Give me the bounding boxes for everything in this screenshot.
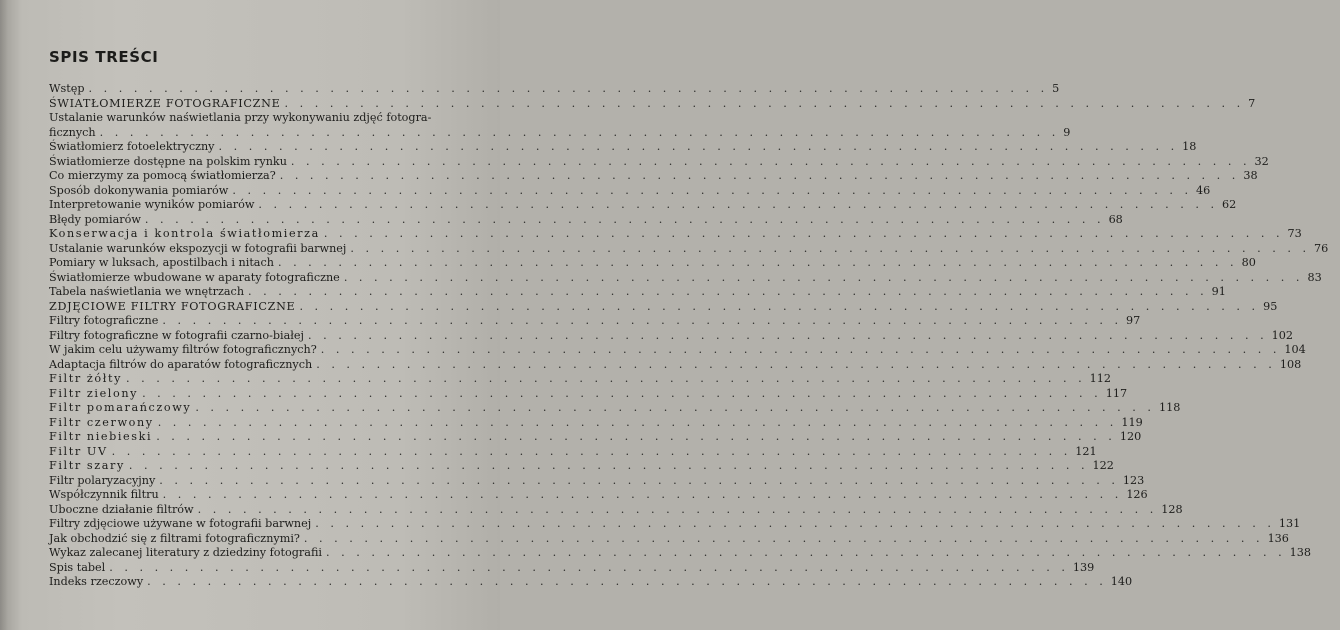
toc-entry <box>49 256 1256 271</box>
dot-leader <box>315 517 1275 532</box>
dot-leader <box>126 372 1086 387</box>
toc-entry-page: 18 <box>1182 140 1197 153</box>
toc-entry <box>49 575 1133 590</box>
toc-entry-text: Filtr pomarańczowy <box>49 401 192 414</box>
toc-entry-text: Światłomierz fotoelektryczny <box>49 140 215 153</box>
toc-entry-page: 97 <box>1126 314 1141 327</box>
toc-entry <box>49 270 1322 286</box>
dot-leader <box>156 430 1116 445</box>
dot-leader <box>321 343 1281 358</box>
toc-entry-text: Interpretowanie wyników pomiarów <box>49 198 255 211</box>
toc-entry-page: 73 <box>1287 227 1302 240</box>
toc-entry-text: Sposób dokonywania pomiarów <box>49 183 229 197</box>
toc-entry-text: Ustalanie warunków naświetlania przy wykonywaniu zdjęć fotogra- <box>49 111 432 124</box>
toc-entry <box>49 82 1060 97</box>
toc-entry-page: 9 <box>1063 125 1071 139</box>
toc-entry-text: ŚWIATŁOMIERZE FOTOGRAFICZNE <box>49 96 281 110</box>
dot-leader <box>350 242 1310 257</box>
toc-entry <box>49 459 1114 474</box>
toc-entry-page: 120 <box>1119 430 1142 443</box>
dot-leader <box>142 387 1102 402</box>
dot-leader <box>195 401 1155 416</box>
dot-leader <box>285 97 1245 112</box>
dot-leader <box>326 546 1286 561</box>
toc-entry-page: 121 <box>1075 444 1097 458</box>
toc-entry-page: 80 <box>1241 256 1256 269</box>
toc-entry-text: Jak obchodzić się z filtrami fotograficznymi? <box>49 531 300 545</box>
toc-entry-page: 68 <box>1108 212 1123 226</box>
dot-leader <box>219 140 1179 155</box>
toc-entry-page: 112 <box>1089 372 1111 385</box>
toc-entry-page: 46 <box>1196 183 1211 197</box>
toc-entry-page: 140 <box>1110 575 1133 588</box>
toc-entry-text: Filtr UV <box>49 444 108 458</box>
toc-entry <box>49 415 1143 431</box>
toc-entry <box>49 401 1181 416</box>
toc-entry-page: 131 <box>1278 517 1301 530</box>
toc-entry-text: Indeks rzeczowy <box>49 575 144 588</box>
toc-entry-page: 91 <box>1211 285 1226 298</box>
toc-entry <box>49 430 1142 445</box>
toc-entry <box>49 372 1111 387</box>
toc-entry <box>49 314 1141 329</box>
dot-leader <box>280 169 1240 184</box>
toc-entry-text: Światłomierze dostępne na polskim rynku <box>49 154 287 168</box>
toc-entry-page: 102 <box>1271 328 1293 342</box>
toc-entry <box>49 183 1211 199</box>
toc-entry <box>49 560 1095 576</box>
toc-entry-page: 126 <box>1126 488 1148 501</box>
toc-section-heading <box>49 96 1256 112</box>
dot-leader <box>109 561 1069 576</box>
toc-entry-text: Współczynnik filtru <box>49 488 159 501</box>
toc-entry-text: Uboczne działanie filtrów <box>49 502 194 516</box>
toc-entry-text: Filtr zielony <box>49 386 139 400</box>
dot-leader <box>278 256 1238 271</box>
dot-leader <box>258 198 1218 213</box>
toc-entry-text: Filtr czerwony <box>49 415 154 429</box>
dot-leader <box>129 459 1089 474</box>
toc-entry-text: W jakim celu używamy filtrów fotograficznych? <box>49 343 317 356</box>
dot-leader <box>308 329 1268 344</box>
toc-entry-text: Filtry fotograficzne <box>49 314 159 327</box>
toc-entry <box>49 154 1269 170</box>
page-title: SPIS TREŚCI <box>49 48 159 66</box>
toc-entry-page: 118 <box>1158 401 1181 414</box>
toc-entry <box>49 328 1293 344</box>
dot-leader <box>344 271 1304 286</box>
toc-entry-page: 104 <box>1284 343 1306 356</box>
toc-entry-page: 128 <box>1161 502 1183 516</box>
dot-leader <box>198 503 1158 518</box>
toc-entry-page: 76 <box>1314 241 1329 255</box>
toc-entry-text: Filtry zdjęciowe używane w fotografii barwnej <box>49 517 312 530</box>
toc-entry-text: Filtr żółty <box>49 372 122 385</box>
toc-entry-text: Filtr niebieski <box>49 430 153 443</box>
toc-entry-text: Ustalanie warunków ekspozycji w fotografii barwnej <box>49 241 347 255</box>
toc-entry-page: 139 <box>1072 560 1095 574</box>
dot-leader <box>324 227 1284 242</box>
dot-leader <box>304 532 1264 547</box>
toc-entry <box>49 111 509 126</box>
toc-entry <box>49 198 1237 213</box>
toc-entry <box>49 212 1123 228</box>
dot-leader <box>162 314 1122 329</box>
dot-leader <box>147 575 1107 590</box>
dot-leader <box>232 184 1192 199</box>
toc-entry <box>49 546 1311 561</box>
toc-entry-page: 38 <box>1243 169 1258 182</box>
toc-entry-text: Filtry fotograficzne w fotografii czarno-białej <box>49 328 304 342</box>
toc-entry <box>49 343 1306 358</box>
dot-leader <box>291 155 1251 170</box>
toc-entry-page: 62 <box>1222 198 1237 211</box>
dot-leader <box>316 358 1276 373</box>
toc-entry-page: 32 <box>1254 154 1269 168</box>
toc-entry <box>49 531 1289 547</box>
toc-entry <box>49 357 1302 373</box>
dot-leader <box>299 300 1259 315</box>
toc-entry-text: Spis tabel <box>49 560 106 574</box>
toc-entry <box>49 285 1226 300</box>
dot-leader <box>89 82 1049 97</box>
toc-entry <box>49 140 1197 155</box>
dot-leader <box>158 416 1118 431</box>
toc-entry-page: 5 <box>1052 82 1060 95</box>
dot-leader <box>112 445 1072 460</box>
toc-entry-text: Tabela naświetlania we wnętrzach <box>49 285 245 298</box>
toc-entry-text: Adaptacja filtrów do aparatów fotograficznych <box>49 357 313 371</box>
toc-entry <box>49 502 1183 518</box>
toc-entry <box>49 444 1097 460</box>
toc-entry-text: Filtr szary <box>49 459 125 472</box>
toc-entry-text: Co mierzymy za pomocą światłomierza? <box>49 169 276 182</box>
dot-leader <box>100 126 1060 141</box>
toc-entry <box>49 517 1301 532</box>
toc-entry-page: 138 <box>1289 546 1311 559</box>
toc-entry-page: 7 <box>1248 96 1256 110</box>
toc-entry-text: Błędy pomiarów <box>49 212 141 226</box>
toc-entry-page: 122 <box>1092 459 1114 472</box>
toc-section-heading <box>49 299 1278 315</box>
toc-entry-page: 117 <box>1105 386 1128 400</box>
toc-entry-text: Filtr polaryzacyjny <box>49 473 156 487</box>
toc-entry-page: 123 <box>1122 473 1145 487</box>
dot-leader <box>163 488 1123 503</box>
toc-entry <box>49 386 1128 402</box>
toc-entry-text: ZDJĘCIOWE FILTRY FOTOGRAFICZNE <box>49 299 296 313</box>
toc-entry-text: ficznych <box>49 125 96 139</box>
toc-entry-text: Wykaz zalecanej literatury z dziedziny fotografii <box>49 546 322 559</box>
toc-entry-page: 83 <box>1307 270 1322 284</box>
toc-entry-page: 136 <box>1267 531 1289 545</box>
dot-leader <box>159 474 1119 489</box>
table-of-contents <box>49 82 1329 590</box>
toc-entry <box>49 488 1148 503</box>
toc-entry-page: 119 <box>1121 415 1143 429</box>
toc-entry <box>49 241 1329 257</box>
toc-entry <box>49 227 1302 242</box>
toc-entry-page: 95 <box>1263 299 1278 313</box>
dot-leader <box>248 285 1208 300</box>
toc-entry-continuation <box>49 125 1071 141</box>
toc-entry <box>49 169 1258 184</box>
toc-entry-text: Konserwacja i kontrola światłomierza <box>49 227 320 240</box>
toc-entry-text: Pomiary w luksach, apostilbach i nitach <box>49 256 274 269</box>
toc-entry-page: 108 <box>1279 357 1302 371</box>
toc-entry-text: Światłomierze wbudowane w aparaty fotograficzne <box>49 270 340 284</box>
toc-entry <box>49 473 1145 489</box>
dot-leader <box>145 213 1105 228</box>
toc-entry-text: Wstęp <box>49 82 85 95</box>
